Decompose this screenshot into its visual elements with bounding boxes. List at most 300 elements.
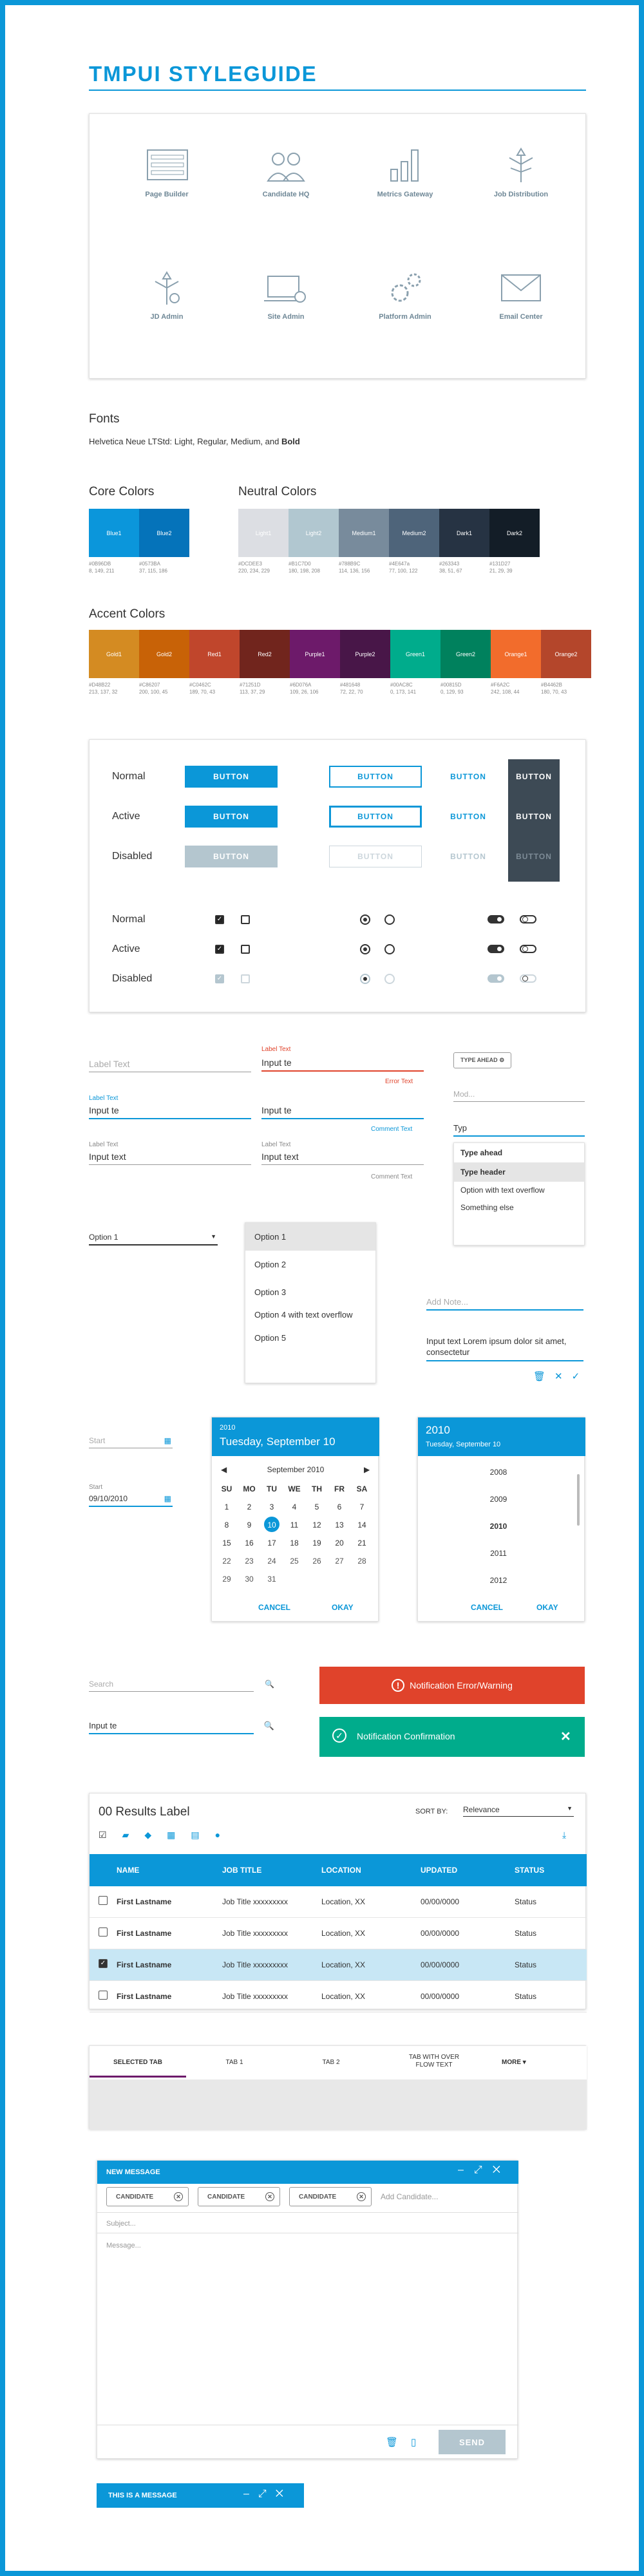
new-message-window — [97, 2160, 518, 2459]
row-checkbox[interactable] — [99, 1896, 108, 1905]
year-picker — [417, 1417, 585, 1622]
year-option[interactable]: 2008 — [489, 1468, 507, 1477]
text-input-2[interactable]: Input text — [261, 1151, 424, 1165]
app-email-center[interactable] — [479, 269, 563, 321]
start-date-empty[interactable] — [89, 1436, 173, 1448]
trash-icon[interactable]: 🗑 — [386, 2437, 412, 2448]
row-job-title: Job Title xxxxxxxxx — [222, 1992, 289, 2001]
tag-icon[interactable]: ◆ — [144, 1830, 167, 1840]
checkbox-checked-normal[interactable]: ✓ — [215, 915, 224, 924]
radio-unselected-active[interactable] — [384, 944, 395, 954]
row-location: Location, XX — [321, 1929, 366, 1938]
swatch-hex: #C86207 — [139, 682, 160, 688]
app-label: JD Admin — [150, 313, 184, 321]
app-label: Site Admin — [267, 313, 305, 321]
sort-value: Relevance — [463, 1805, 500, 1814]
select-all-checkbox[interactable]: ☑ — [99, 1830, 122, 1840]
circle-icon[interactable]: ● — [214, 1830, 236, 1840]
window-controls — [243, 2488, 292, 2500]
send-button[interactable]: SEND — [439, 2430, 506, 2454]
color-swatch-purple1: Purple1 — [290, 630, 340, 678]
app-label: Metrics Gateway — [377, 191, 433, 198]
results-table-card — [89, 1793, 586, 2009]
swatch-hex: #6D076A — [290, 682, 312, 688]
color-swatch-red1: Red1 — [189, 630, 240, 678]
message-body-input[interactable]: Message... — [106, 2242, 141, 2249]
error-input[interactable]: Input te — [261, 1057, 424, 1072]
calendar-day[interactable]: 25 — [290, 1557, 299, 1566]
color-swatch-orange2: Orange2 — [541, 630, 591, 678]
calendar-day[interactable]: 26 — [312, 1557, 321, 1566]
calendar-day[interactable]: 7 — [359, 1502, 365, 1511]
swatch-hex: #481648 — [340, 682, 361, 688]
swatch-meta — [290, 681, 340, 696]
search-icon[interactable]: 🔍 — [263, 1721, 274, 1730]
ctrl-state-normal: Normal — [112, 914, 146, 925]
calendar-day[interactable]: 20 — [335, 1539, 344, 1548]
swatch-hex: #0573BA — [139, 561, 160, 567]
search-value: Input te — [89, 1721, 117, 1730]
swatch-hex: #00815D — [440, 682, 462, 688]
toggle-on-active[interactable] — [488, 945, 504, 953]
tabs-card — [89, 2045, 586, 2129]
swatch-rgb: 200, 100, 45 — [139, 689, 168, 695]
search-placeholder: Search — [89, 1680, 114, 1689]
remove-chip-icon[interactable]: ✕ — [174, 2192, 183, 2201]
row-location: Location, XX — [321, 1960, 366, 1969]
calendar-day[interactable]: 16 — [245, 1539, 254, 1548]
start-placeholder: Start — [89, 1436, 106, 1445]
app-launcher-card — [89, 113, 586, 379]
page-builder-icon — [141, 146, 193, 185]
error-text: Error Text — [385, 1078, 413, 1085]
dark-button-normal[interactable]: BUTTON — [516, 772, 552, 781]
calendar-cancel-button[interactable]: CANCEL — [258, 1603, 290, 1612]
swatch-meta — [89, 681, 139, 696]
checkbox-unchecked-disabled[interactable] — [241, 974, 250, 983]
active-input[interactable]: Input te — [89, 1105, 251, 1119]
calendar-header — [212, 1417, 379, 1456]
note-icon[interactable]: ▤ — [191, 1830, 215, 1840]
outline-button-normal[interactable]: BUTTON — [329, 766, 422, 788]
text-input[interactable]: Input text — [89, 1151, 251, 1165]
tab-2[interactable]: TAB 2 — [322, 2059, 340, 2066]
prev-month-icon[interactable]: ◀ — [221, 1465, 227, 1474]
error-field-label: Label Text — [261, 1046, 291, 1053]
typeahead-dropdown — [453, 1142, 585, 1245]
calendar-day[interactable]: 12 — [312, 1520, 321, 1530]
swatch-hex: #0B96DB — [89, 561, 111, 567]
row-status: Status — [515, 1897, 537, 1906]
swatch-hex: #D48B22 — [89, 682, 111, 688]
swatch-meta — [491, 681, 541, 696]
select-option[interactable]: Option 5 — [254, 1333, 287, 1343]
swatch-meta — [139, 560, 189, 574]
candidate-chip[interactable] — [198, 2187, 280, 2206]
sort-select[interactable] — [463, 1805, 574, 1817]
caret-down-icon: ▼ — [211, 1233, 216, 1240]
remove-chip-icon[interactable]: ✕ — [265, 2192, 274, 2201]
checkbox-unchecked-active[interactable] — [241, 945, 250, 954]
calendar-day[interactable]: 8 — [224, 1520, 229, 1530]
expand-icon[interactable]: ⤢ — [473, 2164, 493, 2175]
swatch-meta — [89, 560, 139, 574]
swatch-meta — [440, 681, 491, 696]
swatch-rgb: 77, 100, 122 — [389, 568, 418, 574]
calendar-day[interactable]: 19 — [312, 1539, 321, 1548]
col-name[interactable]: NAME — [117, 1866, 140, 1875]
col-location[interactable]: LOCATION — [321, 1866, 361, 1875]
calendar-day[interactable]: 14 — [357, 1520, 366, 1530]
close-icon[interactable]: ✕ — [275, 2488, 292, 2499]
col-status[interactable]: STATUS — [515, 1866, 545, 1875]
swatch-rgb: 72, 22, 70 — [340, 689, 363, 695]
checkbox-checked-disabled[interactable]: ✓ — [215, 974, 224, 983]
row-checkbox[interactable] — [99, 1991, 108, 2000]
tab-more-label: MORE — [502, 2059, 521, 2066]
calendar-day[interactable]: 31 — [267, 1575, 276, 1584]
check-circle-icon: ✓ — [332, 1728, 346, 1743]
col-updated[interactable]: UPDATED — [421, 1866, 458, 1875]
minimized-message[interactable] — [97, 2483, 304, 2508]
swatch-meta — [340, 681, 390, 696]
weekday-label: TH — [312, 1484, 322, 1493]
swatch-hex: #4E647a — [389, 561, 410, 567]
calendar-day[interactable]: 1 — [224, 1502, 229, 1511]
search-input[interactable] — [89, 1721, 274, 1734]
tab-1[interactable]: TAB 1 — [225, 2059, 243, 2066]
year-ok-button[interactable]: OKAY — [536, 1603, 558, 1612]
caret-down-icon: ▾ — [522, 2059, 526, 2066]
btn-state-disabled: Disabled — [112, 851, 153, 862]
message-header — [97, 2161, 518, 2184]
fonts-heading: Fonts — [89, 412, 120, 426]
calendar-day[interactable]: 2 — [247, 1502, 252, 1511]
calendar-day[interactable]: 29 — [222, 1575, 231, 1584]
site-admin-icon — [260, 269, 312, 307]
calendar-day[interactable]: 23 — [245, 1557, 254, 1566]
row-checkbox[interactable]: ✓ — [99, 1959, 108, 1968]
swatch-hex: #263343 — [439, 561, 460, 567]
table-row[interactable] — [90, 1886, 587, 1918]
calendar-day[interactable]: 17 — [267, 1539, 276, 1548]
app-label: Platform Admin — [379, 313, 431, 321]
swatch-hex: #131D27 — [489, 561, 511, 567]
weekday-label: FR — [334, 1484, 345, 1493]
swatch-rgb: 0, 129, 93 — [440, 689, 464, 695]
select-field[interactable] — [89, 1233, 218, 1245]
year-option[interactable]: 2012 — [489, 1576, 507, 1585]
row-job-title: Job Title xxxxxxxxx — [222, 1960, 289, 1969]
app-label: Candidate HQ — [262, 191, 310, 198]
app-metrics-gateway[interactable] — [363, 146, 447, 199]
color-swatch-green1: Green1 — [390, 630, 440, 678]
download-icon[interactable]: ⤓ — [562, 1830, 567, 1840]
selected-tab-indicator — [90, 2076, 186, 2078]
calendar-day[interactable]: 22 — [222, 1557, 231, 1566]
color-swatch-dark2: Dark2 — [489, 509, 540, 557]
toggle-on-normal[interactable] — [488, 915, 504, 923]
row-name[interactable]: First Lastname — [117, 1929, 172, 1938]
comment-input[interactable]: Input te — [261, 1105, 424, 1119]
next-month-icon[interactable]: ▶ — [364, 1465, 370, 1474]
calendar-day[interactable]: 5 — [314, 1502, 319, 1511]
window-controls — [458, 2164, 511, 2176]
text-button-disabled[interactable]: BUTTON — [450, 852, 486, 861]
search-input-empty[interactable] — [89, 1680, 274, 1692]
primary-button-active[interactable]: BUTTON — [185, 806, 278, 828]
row-job-title: Job Title xxxxxxxxx — [222, 1897, 289, 1906]
ctrl-state-active: Active — [112, 943, 140, 954]
select-option[interactable]: Option 1 — [245, 1223, 375, 1251]
settings-icon: ⚙ — [499, 1057, 505, 1063]
core-colors-heading: Core Colors — [89, 485, 155, 498]
platform-admin-icon — [379, 269, 431, 307]
ctrl-state-disabled: Disabled — [112, 973, 153, 984]
year-option[interactable]: 2011 — [490, 1549, 507, 1558]
calendar-day[interactable]: 24 — [267, 1557, 276, 1566]
app-candidate-hq[interactable] — [244, 146, 328, 199]
page-title: TMPUI STYLEGUIDE — [89, 62, 317, 86]
sort-label: SORT BY: — [415, 1808, 448, 1815]
color-swatch-green2: Green2 — [440, 630, 491, 678]
placeholder-field-label-2: Label Text — [261, 1141, 291, 1148]
minimize-icon[interactable]: – — [243, 2488, 258, 2499]
app-job-distribution[interactable] — [479, 146, 563, 199]
job-distribution-icon — [495, 146, 547, 185]
swatch-hex: #71251D — [240, 682, 261, 688]
trash-icon[interactable]: 🗑 — [533, 1371, 555, 1382]
calendar-day[interactable]: 3 — [269, 1502, 274, 1511]
row-status: Status — [515, 1992, 537, 2001]
candidate-chip[interactable] — [289, 2187, 372, 2206]
calendar-day[interactable]: 4 — [292, 1502, 297, 1511]
checkbox-checked-active[interactable]: ✓ — [215, 945, 224, 954]
btn-state-normal: Normal — [112, 771, 146, 782]
swatch-hex: #00AC8C — [390, 682, 413, 688]
neutral-colors-heading: Neutral Colors — [238, 485, 317, 498]
color-swatch-blue2: Blue2 — [139, 509, 189, 557]
table-row[interactable] — [90, 1918, 587, 1949]
app-platform-admin[interactable] — [363, 269, 447, 321]
weekday-label: SU — [221, 1484, 232, 1493]
row-name[interactable]: First Lastname — [117, 1992, 172, 2001]
swatch-meta — [541, 681, 591, 696]
color-swatch-light1: Light1 — [238, 509, 289, 557]
radio-selected-active[interactable] — [360, 944, 370, 954]
color-swatch-light2: Light2 — [289, 509, 339, 557]
swatch-meta — [238, 560, 289, 574]
row-location: Location, XX — [321, 1992, 366, 2001]
swatch-rgb: 38, 51, 67 — [439, 568, 462, 574]
select-option[interactable]: Option 2 — [254, 1260, 287, 1269]
app-jd-admin[interactable] — [125, 269, 209, 321]
swatch-hex: #DCDEE3 — [238, 561, 262, 567]
row-updated: 00/00/0000 — [421, 1897, 460, 1906]
dark-button-active[interactable]: BUTTON — [516, 812, 552, 821]
row-status: Status — [515, 1960, 537, 1969]
type-ahead-label: TYPE AHEAD — [460, 1057, 498, 1063]
row-name[interactable]: First Lastname — [117, 1960, 172, 1969]
select-option[interactable]: Option 4 with text overflow — [254, 1310, 353, 1320]
divider — [97, 2212, 518, 2213]
year-cancel-button[interactable]: CANCEL — [471, 1603, 503, 1612]
type-ahead-button[interactable] — [453, 1052, 511, 1068]
tab-more[interactable] — [502, 2059, 526, 2066]
toggle-on-disabled[interactable] — [488, 974, 504, 983]
calendar-day[interactable]: 30 — [245, 1575, 254, 1584]
search-icon[interactable]: 🔍 — [265, 1680, 274, 1689]
remove-chip-icon[interactable]: ✕ — [357, 2192, 366, 2201]
chip-label: CANDIDATE — [207, 2193, 245, 2201]
calendar-day[interactable]: 13 — [335, 1520, 344, 1530]
outline-button-disabled[interactable]: BUTTON — [329, 846, 422, 867]
year-option[interactable]: 2009 — [489, 1495, 507, 1504]
tab-overflow[interactable]: TAB WITH OVER FLOW TEXT — [408, 2054, 460, 2069]
chip-label: CANDIDATE — [116, 2193, 154, 2201]
calendar-day[interactable]: 15 — [222, 1539, 231, 1548]
row-checkbox[interactable] — [99, 1927, 108, 1937]
select-option[interactable]: Option 3 — [254, 1287, 287, 1297]
col-job-title[interactable]: JOB TITLE — [222, 1866, 262, 1875]
add-note-input[interactable]: Add Note... — [426, 1297, 583, 1311]
text-button-active[interactable]: BUTTON — [450, 812, 486, 821]
year-picker-year: 2010 — [426, 1424, 450, 1436]
results-label: 00 Results Label — [99, 1805, 190, 1819]
typeahead-option[interactable]: Type ahead — [460, 1148, 503, 1157]
folder-icon[interactable]: ▰ — [122, 1830, 145, 1840]
table-row[interactable] — [90, 1949, 587, 1981]
app-page-builder[interactable] — [125, 146, 209, 199]
swatch-meta — [339, 560, 389, 574]
radio-unselected-disabled[interactable] — [384, 974, 395, 984]
table-header — [90, 1854, 587, 1886]
start-date-input[interactable] — [89, 1494, 173, 1507]
add-candidate-input[interactable]: Add Candidate... — [381, 2192, 439, 2201]
file-icon[interactable]: ▯ — [411, 2437, 430, 2448]
row-name[interactable]: First Lastname — [117, 1897, 172, 1906]
close-icon[interactable]: ✕ — [554, 1371, 572, 1382]
calendar-day[interactable]: 28 — [357, 1557, 366, 1566]
toggle-off-active[interactable] — [520, 945, 536, 953]
color-swatch-gold2: Gold2 — [139, 630, 189, 678]
outline-button-active[interactable]: BUTTON — [329, 806, 422, 828]
minimize-icon[interactable]: – — [458, 2164, 474, 2175]
color-swatch-dark1: Dark1 — [439, 509, 489, 557]
weekday-label: MO — [243, 1484, 256, 1493]
calendar-day[interactable]: 27 — [335, 1557, 344, 1566]
candidate-chip[interactable] — [106, 2187, 189, 2206]
calendar-day[interactable]: 10 — [261, 1520, 283, 1530]
toggle-off-normal[interactable] — [520, 915, 536, 923]
fonts-line: Helvetica Neue LTStd: Light, Regular, Medium, and — [89, 437, 279, 446]
calendar-icon[interactable]: ▦ — [164, 1436, 171, 1445]
weekday-label: SA — [356, 1484, 368, 1493]
note-textarea[interactable]: Input text Lorem ipsum dolor sit amet, consectetur — [426, 1336, 583, 1361]
color-swatch-orange1: Orange1 — [491, 630, 541, 678]
typeahead-option[interactable]: Option with text overflow — [460, 1186, 545, 1195]
typeahead-input[interactable]: Typ — [453, 1123, 585, 1137]
app-site-admin[interactable] — [244, 269, 328, 321]
calendar-date: Tuesday, September 10 — [220, 1435, 336, 1448]
year-option[interactable]: 2010 — [489, 1522, 507, 1531]
swatch-rgb: 37, 115, 186 — [139, 568, 167, 574]
calendar-day[interactable]: 21 — [357, 1539, 366, 1548]
swatch-meta — [289, 560, 339, 574]
tab-content — [90, 2079, 587, 2130]
app-label: Job Distribution — [493, 191, 549, 198]
select-menu — [245, 1222, 376, 1383]
swatch-rgb: 21, 29, 39 — [489, 568, 513, 574]
swatch-hex: #788B9C — [339, 561, 361, 567]
row-location: Location, XX — [321, 1897, 366, 1906]
expand-icon[interactable]: ⤢ — [258, 2488, 276, 2499]
row-updated: 00/00/0000 — [421, 1992, 460, 2001]
radio-selected-normal[interactable] — [360, 914, 370, 925]
app-label: Page Builder — [145, 191, 189, 198]
title-divider — [89, 90, 586, 91]
weekday-label: WE — [288, 1484, 301, 1493]
swatch-rgb: 220, 234, 229 — [238, 568, 270, 574]
calendar-ok-button[interactable]: OKAY — [332, 1603, 354, 1612]
table-row[interactable] — [90, 1981, 587, 2012]
label-text-input[interactable]: Label Text — [89, 1059, 251, 1072]
swatch-rgb: 0, 173, 141 — [390, 689, 417, 695]
calendar-day[interactable]: 18 — [290, 1539, 299, 1548]
subject-input[interactable]: Subject... — [106, 2220, 136, 2228]
year-picker-date[interactable]: Tuesday, September 10 — [426, 1441, 501, 1448]
primary-button-normal[interactable]: BUTTON — [185, 766, 278, 788]
swatch-rgb: 189, 70, 43 — [189, 689, 216, 695]
btn-state-active: Active — [112, 811, 140, 822]
swatch-rgb: 114, 136, 156 — [339, 568, 370, 574]
tab-selected[interactable]: SELECTED TAB — [113, 2059, 162, 2066]
calendar-day[interactable]: 11 — [290, 1520, 299, 1530]
swatch-rgb: 109, 26, 106 — [290, 689, 319, 695]
swatch-hex: #B1C7D0 — [289, 561, 311, 567]
grid-icon[interactable]: ▦ — [167, 1830, 191, 1840]
row-job-title: Job Title xxxxxxxxx — [222, 1929, 289, 1938]
swatch-meta — [439, 560, 489, 574]
calendar-day[interactable]: 6 — [337, 1502, 342, 1511]
close-icon[interactable]: ✕ — [492, 2164, 511, 2175]
toggle-off-disabled[interactable] — [520, 974, 536, 983]
swatch-rgb: 113, 37, 29 — [240, 689, 265, 695]
close-icon[interactable]: ✕ — [560, 1730, 571, 1744]
primary-button-disabled[interactable]: BUTTON — [185, 846, 278, 867]
caret-down-icon: ▼ — [567, 1805, 573, 1812]
checkbox-unchecked-normal[interactable] — [241, 915, 250, 924]
swatch-rgb: 180, 70, 43 — [541, 689, 567, 695]
swatch-rgb: 242, 108, 44 — [491, 689, 520, 695]
calendar-day[interactable]: 9 — [247, 1520, 252, 1530]
swatch-rgb: 180, 198, 208 — [289, 568, 320, 574]
typeahead-option[interactable]: Type header — [454, 1162, 584, 1182]
radio-selected-disabled[interactable] — [360, 974, 370, 984]
calendar-icon[interactable]: ▦ — [164, 1494, 171, 1503]
check-icon[interactable]: ✓ — [571, 1371, 589, 1382]
calendar-year[interactable]: 2010 — [220, 1424, 236, 1432]
text-button-normal[interactable]: BUTTON — [450, 772, 486, 781]
row-updated: 00/00/0000 — [421, 1960, 460, 1969]
typeahead-option[interactable]: Something else — [460, 1203, 514, 1212]
dark-button-disabled[interactable]: BUTTON — [516, 852, 552, 861]
mod-input[interactable]: Mod... — [453, 1090, 585, 1102]
row-updated: 00/00/0000 — [421, 1929, 460, 1938]
year-header — [418, 1417, 585, 1456]
candidate-hq-icon — [260, 146, 312, 185]
radio-unselected-normal[interactable] — [384, 914, 395, 925]
